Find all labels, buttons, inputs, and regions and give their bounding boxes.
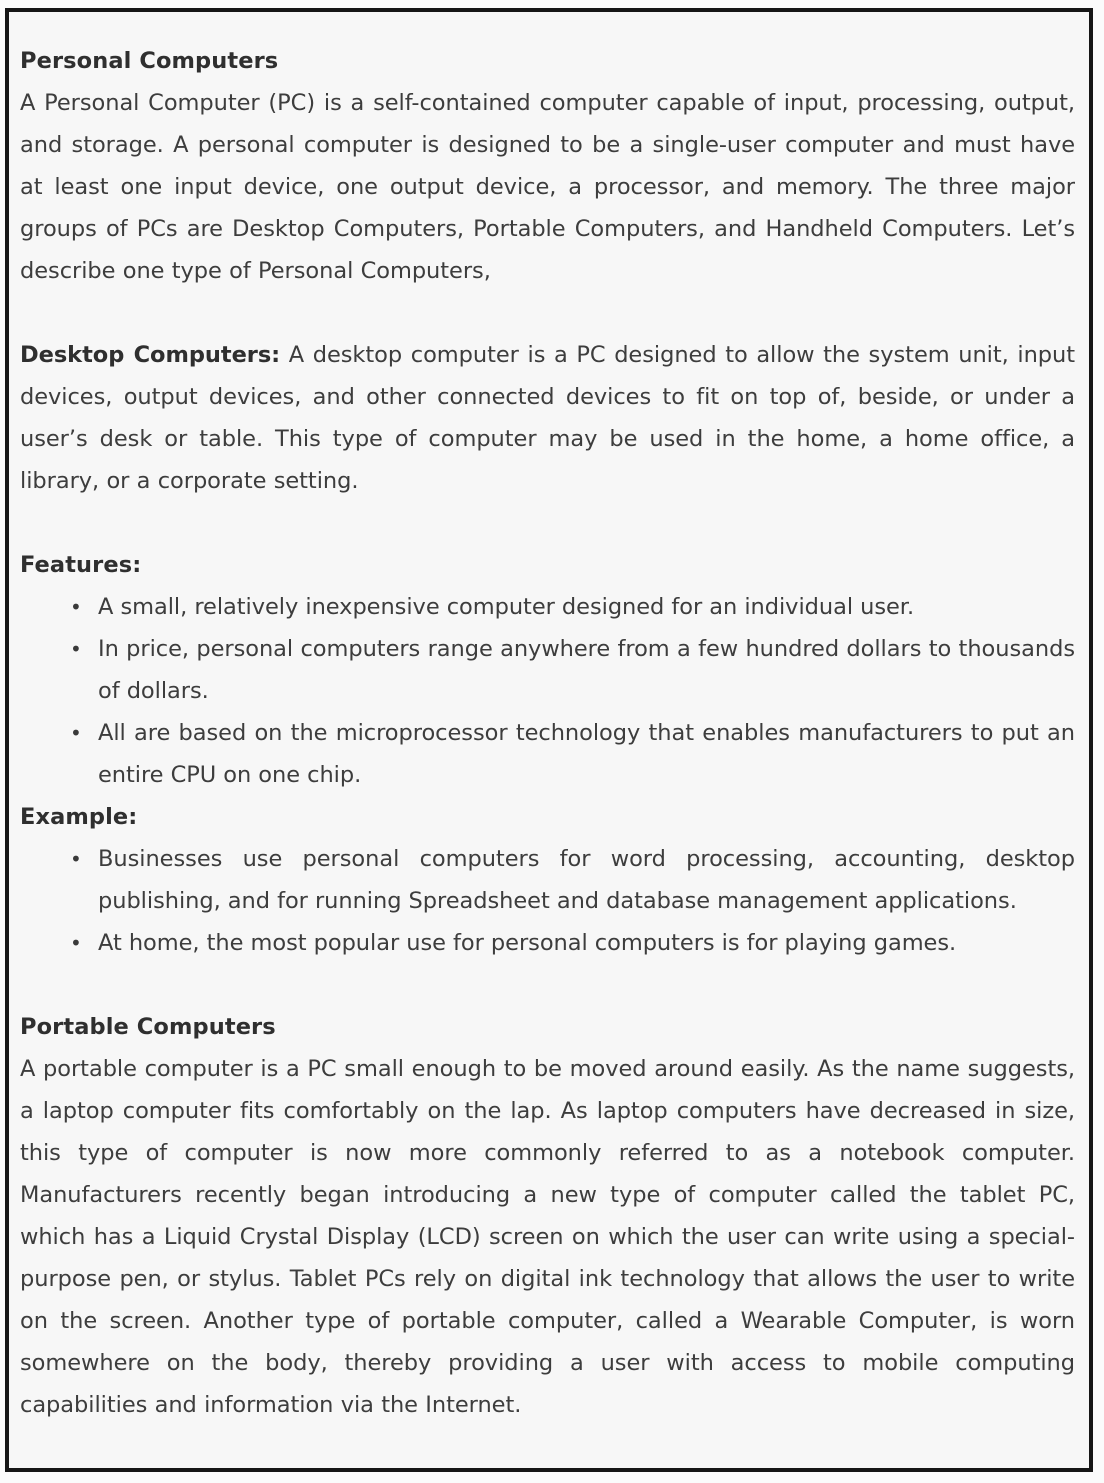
spacer-after-desktop-computers	[20, 502, 1075, 544]
spacer-after-example	[20, 964, 1075, 1006]
document-frame	[5, 8, 1093, 1472]
paragraph-portable-computers: A portable computer is a PC small enough to be moved around easily. As the name suggests, a laptop computer fits comfortably on the lap. As laptop computers have decreased in size, this type of computer is now more commonly referred to as a notebook computer. Manufacturers recently began introducing a new type of computer called the tablet PC, which has a Liquid Crystal Display (LCD) screen on which the user can write using a special-purpose pen, or stylus. Tablet PCs rely on digital ink technology that allows the user to write on the screen. Another type of portable computer, called a Wearable Computer, is worn somewhere on the body, thereby providing a user with access to mobile computing capabilities and information via the Internet.	[20, 1056, 1075, 1418]
heading-personal-computers: Personal Computers	[20, 48, 279, 74]
heading-features: Features:	[20, 552, 142, 578]
list-item: • In price, personal computers range anywhere from a few hundred dollars to thousands of dollars.	[20, 628, 1075, 712]
list-item: • Businesses use personal computers for word processing, accounting, desktop publishing, and for running Spreadsheet and database management applications.	[20, 838, 1075, 922]
section-example	[20, 796, 1075, 964]
features-bullet-list	[20, 586, 1075, 796]
list-item: • All are based on the microprocessor technology that enables manufacturers to put an entire CPU on one chip.	[20, 712, 1075, 796]
document-body	[9, 12, 1089, 1468]
paragraph-desktop-computers-text: A desktop computer is a PC designed to allow the system unit, input devices, output devices, and other connected devices to fit on top of, beside, or under a user’s desk or table. This type of computer may be used in the home, a home office, a library, or a corporate setting.	[20, 342, 1075, 494]
section-portable-computers	[20, 1006, 1075, 1426]
list-item: • A small, relatively inexpensive computer designed for an individual user.	[20, 586, 1075, 628]
example-bullet-list	[20, 838, 1075, 964]
heading-portable-computers: Portable Computers	[20, 1014, 276, 1040]
lead-desktop-computers: Desktop Computers:	[20, 342, 281, 368]
spacer-after-personal-computers	[20, 292, 1075, 334]
section-personal-computers	[20, 40, 1075, 292]
paragraph-desktop-computers	[20, 334, 1075, 502]
heading-example: Example:	[20, 804, 138, 830]
section-desktop-computers	[20, 334, 1075, 502]
paragraph-personal-computers: A Personal Computer (PC) is a self-contained computer capable of input, processing, output, and storage. A personal computer is designed to be a single-user computer and must have at least one input device, one output device, a processor, and memory. The three major groups of PCs are Desktop Computers, Portable Computers, and Handheld Computers. Let’s describe one type of Personal Computers,	[20, 90, 1075, 284]
list-item: • At home, the most popular use for personal computers is for playing games.	[20, 922, 1075, 964]
section-features	[20, 544, 1075, 796]
